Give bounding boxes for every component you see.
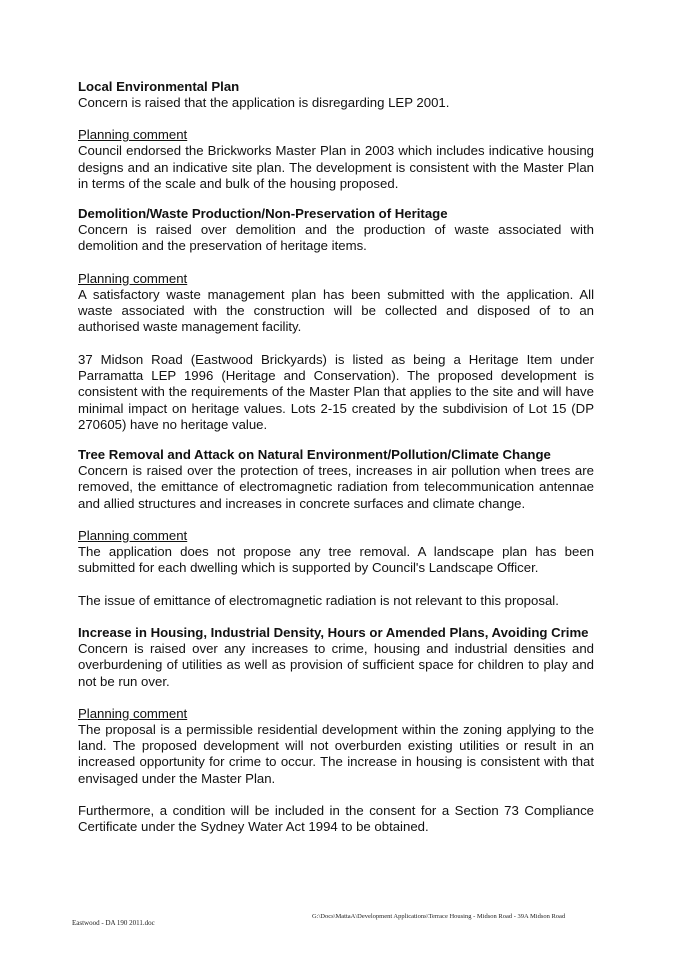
document-body — [78, 79, 594, 836]
comment-text: The proposal is a permissible residential development within the zoning applying to the land. The proposed development will not overburden existing utilities or result in an increased opportunity for crime to occur. The increase in housing is consistent with that envisaged under the Master Plan. — [78, 721, 594, 786]
concern-text: Concern is raised that the application is disregarding LEP 2001. — [78, 95, 450, 110]
planning-comment-label: Planning comment — [78, 270, 188, 286]
planning-comment-label: Planning comment — [78, 705, 188, 721]
concern-text: Concern is raised over demolition and the production of waste associated with demolition and the preservation of heritage items. — [78, 222, 594, 254]
concern-text: Concern is raised over any increases to crime, housing and industrial densities and overburdening of utilities as well as provision of sufficient space for children to play and not be run over. — [78, 640, 594, 689]
footer-path: G:\Docs\MattaA\Development Applications\Terrace Housing - Midson Road - 39A Midson Road — [312, 913, 566, 920]
comment-text: Council endorsed the Brickworks Master Plan in 2003 which includes indicative housing designs and an indicative site plan. The development is consistent with the Master Plan in terms of the scale and bulk of the housing proposed. — [78, 143, 594, 191]
comment-text: A satisfactory waste management plan has been submitted with the application. All waste associated with the construction will be collected and disposed of to an authorised waste management facility. — [78, 286, 594, 335]
comment-text: 37 Midson Road (Eastwood Brickyards) is listed as being a Heritage Item under Parramatta LEP 1996 (Heritage and Conservation). The proposed development is consistent with the requirements of the Master Plan that applies to the site and will have minimal impact on heritage values. Lots 2-15 created by the subdivision of Lot 15 (DP 270605) have no heritage value. — [78, 351, 594, 432]
comment-text: The issue of emittance of electromagnetic radiation is not relevant to this proposal. — [78, 592, 559, 608]
comment-text: The application does not propose any tree removal. A landscape plan has been submitted for each dwelling which is supported by Council's Landscape Officer. — [78, 544, 594, 576]
section-heading: Tree Removal and Attack on Natural Environment/Pollution/Climate Change — [78, 447, 551, 463]
comment-text: Furthermore, a condition will be included in the consent for a Section 73 Compliance Certificate under the Sydney Water Act 1994 to be obtained. — [78, 803, 594, 835]
section-heading: Demolition/Waste Production/Non-Preservation of Heritage — [78, 206, 448, 222]
concern-text: Concern is raised over the protection of trees, increases in air pollution when trees are removed, the emittance of electromagnetic radiation from telecommunication antennae and allied structures and increases in concrete surfaces and climate change. — [78, 463, 594, 511]
planning-comment-label: Planning comment — [78, 127, 188, 143]
planning-comment-label: Planning comment — [78, 528, 188, 544]
section-heading: Local Environmental Plan — [78, 79, 240, 94]
section-heading: Increase in Housing, Industrial Density, Hours or Amended Plans, Avoiding Crime — [78, 624, 589, 640]
footer-filename: Eastwood - DA 190 2011.doc — [72, 919, 155, 927]
